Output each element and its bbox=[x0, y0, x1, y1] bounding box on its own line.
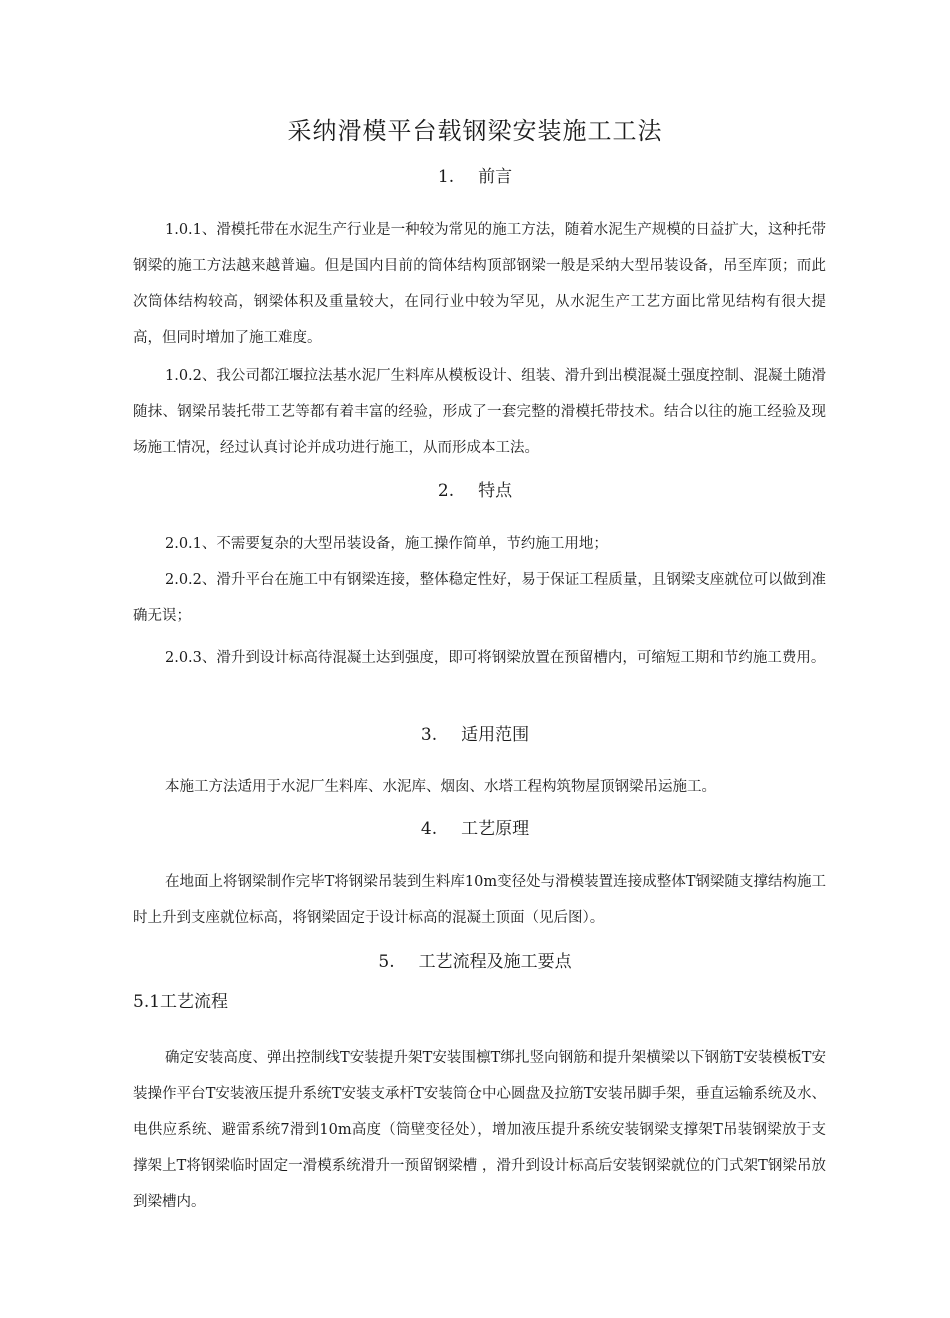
section-title: 特点 bbox=[478, 481, 513, 501]
paragraph-2-0-2: 2.0.2、滑升平台在施工中有钢梁连接，整体稳定性好，易于保证工程质量，且钢梁支座就位可以做到准确无误； bbox=[133, 572, 826, 624]
paragraph-2-0-1: 2.0.1、不需要复杂的大型吊装设备，施工操作简单，节约施工用地； bbox=[165, 536, 608, 552]
document-title: 采纳滑模平台载钢梁安装施工工法 bbox=[287, 117, 663, 145]
paragraph-3: 本施工方法适用于水泥厂生料库、水泥库、烟囱、水塔工程构筑物屋顶钢梁吊运施工。 bbox=[165, 779, 716, 795]
paragraph-1-0-2: 1.0.2、我公司都江堰拉法基水泥厂生料库从模板设计、组装、滑升到出模混凝土强度控制、混凝土随滑随抹、钢梁吊装托带工艺等都有着丰富的经验，形成了一套完整的滑模托带技术。结合以往的施工经验及现场施工情况，经过认真讨论并成功进行施工，从而形成本工法。 bbox=[133, 368, 826, 456]
paragraph-4: 在地面上将钢梁制作完毕T将钢梁吊装到生料库10m变径处与滑模装置连接成整体T钢梁随支撑结构施工时上升到支座就位标高，将钢梁固定于设计标高的混凝土顶面（见后图）。 bbox=[133, 874, 826, 926]
section-heading-2 bbox=[0, 478, 950, 504]
section-number: 5. bbox=[378, 952, 395, 972]
section-title: 工艺流程及施工要点 bbox=[418, 952, 572, 972]
section-number: 1. bbox=[437, 167, 455, 187]
section-title: 适用范围 bbox=[461, 725, 530, 745]
section-heading-5 bbox=[0, 949, 950, 975]
section-title: 工艺原理 bbox=[461, 819, 530, 839]
section-heading-1 bbox=[0, 164, 950, 190]
subsection-heading-5-1: 5.1工艺流程 bbox=[133, 992, 229, 1012]
section-heading-3 bbox=[0, 722, 950, 748]
section-title: 前言 bbox=[478, 167, 513, 187]
section-number: 4. bbox=[420, 819, 438, 839]
section-number: 2. bbox=[437, 481, 455, 501]
section-number: 3. bbox=[420, 725, 438, 745]
paragraph-5-1: 确定安装高度、弹出控制线T安装提升架T安装围檩T绑扎竖向钢筋和提升架横梁以下钢筋T安装模板T安装操作平台T安装液压提升系统T安装支承杆T安装筒仓中心圆盘及拉筋T安装吊脚手架，垂直运输系统及水、电供应系统、避雷系统7滑到10m高度（筒壁变径处），增加液压提升系统安装钢梁支撑架T吊装钢梁放于支撑架上T将钢梁临时固定一滑模系统滑升一预留钢梁槽 ，滑升到设计标高后安装钢梁就位的门式架T钢梁吊放到梁槽内。 bbox=[133, 1050, 826, 1210]
paragraph-2-0-3: 2.0.3、滑升到设计标高待混凝土达到强度，即可将钢梁放置在预留槽内，可缩短工期和节约施工费用。 bbox=[165, 650, 826, 666]
section-heading-4 bbox=[0, 816, 950, 842]
paragraph-1-0-1: 1.0.1、滑模托带在水泥生产行业是一种较为常见的施工方法，随着水泥生产规模的日益扩大，这种托带钢梁的施工方法越来越普遍。但是国内目前的筒体结构顶部钢梁一般是采纳大型吊装设备，吊至库顶；而此次筒体结构较高，钢梁体积及重量较大，在同行业中较为罕见，从水泥生产工艺方面比常见结构有很大提高，但同时增加了施工难度。 bbox=[133, 222, 826, 346]
